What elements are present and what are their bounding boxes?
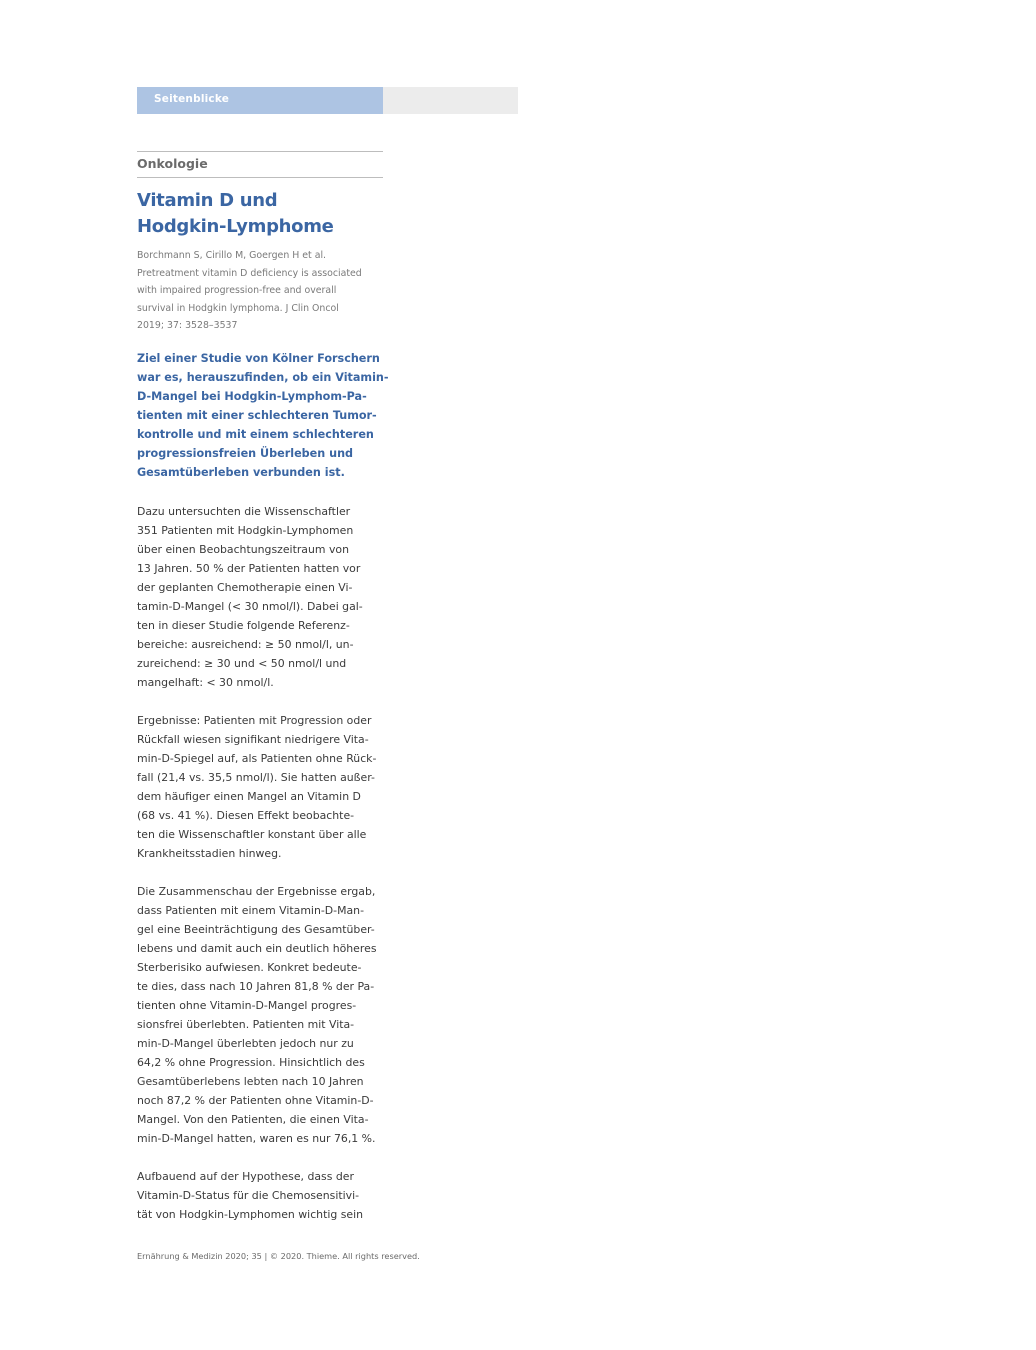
article-title: [137, 188, 387, 240]
body-line: über einen Beobachtungszeitraum von: [137, 543, 349, 556]
title-line: Vitamin D und: [137, 190, 278, 211]
body-line: min-D-Spiegel auf, als Patienten ohne Rück-: [137, 752, 377, 765]
body-line: tät von Hodgkin-Lymphomen wichtig sein: [137, 1208, 364, 1221]
body-line: bereiche: ausreichend: ≥ 50 nmol/l, un-: [137, 638, 354, 651]
body-line: gel eine Beeinträchtigung des Gesamtüber-: [137, 923, 375, 936]
body-line: Vitamin-D-Status für die Chemosensitivi-: [137, 1189, 360, 1202]
title-line: Hodgkin-Lymphome: [137, 216, 334, 237]
body-line: Mangel. Von den Patienten, die einen Vita-: [137, 1113, 369, 1126]
body-line: ten die Wissenschaftler konstant über alle: [137, 828, 367, 841]
article-category: [137, 151, 383, 178]
body-line: sionsfrei überlebten. Patienten mit Vita-: [137, 1018, 355, 1031]
lead-line: Ziel einer Studie von Kölner Forschern: [137, 352, 380, 365]
section-band-grey: [383, 87, 518, 114]
lead-line: progressionsfreien Überleben und: [137, 447, 354, 460]
body-line: noch 87,2 % der Patienten ohne Vitamin-D-: [137, 1094, 374, 1107]
body-line: tamin-D-Mangel (< 30 nmol/l). Dabei gal-: [137, 600, 363, 613]
body-line: 13 Jahren. 50 % der Patienten hatten vor: [137, 562, 361, 575]
body-line: te dies, dass nach 10 Jahren 81,8 % der Pa-: [137, 980, 375, 993]
body-line: der geplanten Chemotherapie einen Vi-: [137, 581, 353, 594]
body-paragraph-hypothesis: [137, 1167, 387, 1224]
body-line: Die Zusammenschau der Ergebnisse ergab,: [137, 885, 376, 898]
body-line: Krankheitsstadien hinweg.: [137, 847, 282, 860]
body-line: (68 vs. 41 %). Diesen Effekt beobachte-: [137, 809, 355, 822]
body-paragraph-summary: [137, 882, 387, 1148]
body-line: min-D-Mangel überlebten jedoch nur zu: [137, 1037, 354, 1050]
lead-line: Gesamtüberleben verbunden ist.: [137, 466, 345, 479]
body-line: dem häufiger einen Mangel an Vitamin D: [137, 790, 361, 803]
body-line: Sterberisiko aufwiesen. Konkret bedeute-: [137, 961, 362, 974]
body-line: dass Patienten mit einem Vitamin-D-Man-: [137, 904, 365, 917]
body-line: mangelhaft: < 30 nmol/l.: [137, 676, 274, 689]
body-line: Gesamtüberlebens lebten nach 10 Jahren: [137, 1075, 364, 1088]
body-line: 351 Patienten mit Hodgkin-Lymphomen: [137, 524, 354, 537]
lead-line: war es, herauszufinden, ob ein Vitamin-: [137, 371, 389, 384]
page-footer: Ernährung & Medizin 2020; 35 | © 2020. Thieme. All rights reserved.: [137, 1251, 420, 1261]
category-label: Onkologie: [137, 156, 208, 171]
section-header-band: [137, 87, 518, 114]
citation-reference: [137, 247, 387, 335]
reference-line: with impaired progression-free and overall: [137, 285, 337, 297]
body-line: Dazu untersuchten die Wissenschaftler: [137, 505, 351, 518]
body-line: Rückfall wiesen signifikant niedrigere Vita-: [137, 733, 369, 746]
body-line: 64,2 % ohne Progression. Hinsichtlich des: [137, 1056, 365, 1069]
body-line: Ergebnisse: Patienten mit Progression oder: [137, 714, 372, 727]
body-line: min-D-Mangel hatten, waren es nur 76,1 %.: [137, 1132, 376, 1145]
body-line: Aufbauend auf der Hypothese, dass der: [137, 1170, 354, 1183]
body-line: lebens und damit auch ein deutlich höheres: [137, 942, 377, 955]
body-line: zureichend: ≥ 30 und < 50 nmol/l und: [137, 657, 347, 670]
body-line: ten in dieser Studie folgende Referenz-: [137, 619, 350, 632]
lead-line: kontrolle und mit einem schlechteren: [137, 428, 374, 441]
section-label: Seitenblicke: [154, 93, 230, 105]
lead-line: D-Mangel bei Hodgkin-Lymphom-Pa-: [137, 390, 367, 403]
lead-line: tienten mit einer schlechteren Tumor-: [137, 409, 377, 422]
body-paragraph-methods: [137, 502, 387, 692]
reference-line: 2019; 37: 3528–3537: [137, 320, 238, 332]
body-line: fall (21,4 vs. 35,5 nmol/l). Sie hatten außer-: [137, 771, 375, 784]
reference-line: Pretreatment vitamin D deficiency is associated: [137, 267, 362, 279]
body-paragraph-results: [137, 711, 387, 863]
body-line: tienten ohne Vitamin-D-Mangel progres-: [137, 999, 357, 1012]
lead-paragraph: [137, 349, 387, 482]
reference-line: Borchmann S, Cirillo M, Goergen H et al.: [137, 250, 327, 261]
reference-line: survival in Hodgkin lymphoma. J Clin Oncol: [137, 302, 339, 314]
